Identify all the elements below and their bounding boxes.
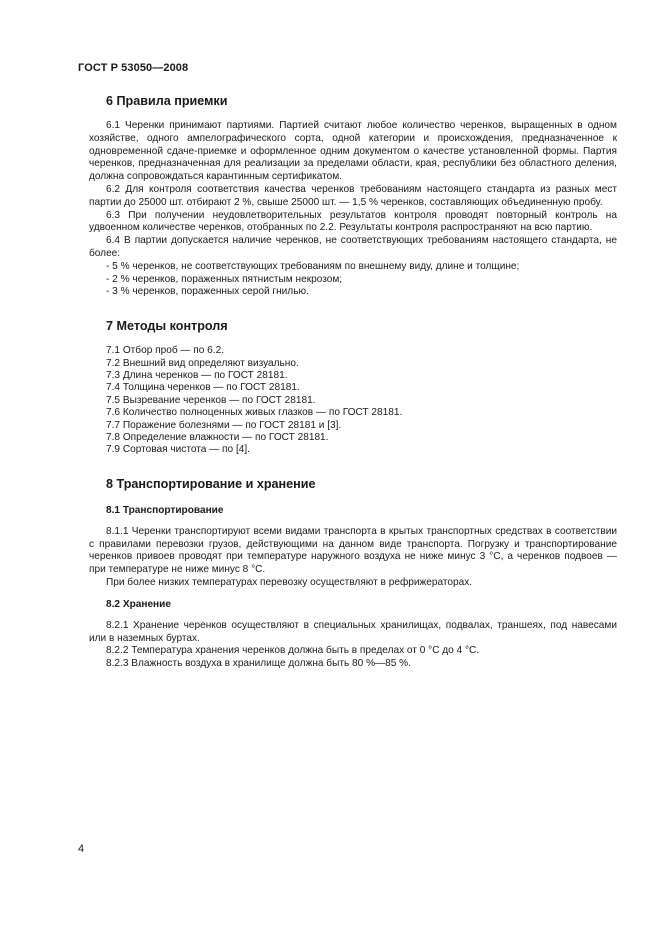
list-item: - 2 % черенков, пораженных пятнистым некрозом; xyxy=(106,273,343,285)
list-item: 7.5 Вызревание черенков — по ГОСТ 28181. xyxy=(106,394,316,406)
list-item: 7.4 Толщина черенков — по ГОСТ 28181. xyxy=(106,382,300,394)
section-8-title: 8 Транспортирование и хранение xyxy=(106,476,316,491)
document-body xyxy=(89,93,617,671)
paragraph-6-2: 6.2 Для контроля соответствия качества черенков требованиям настоящего стандарта из разных мест партии до 25000 шт. отбирают 2 %, свыше 25000 шт. — 1,5 % черенков, составляющих объединенную пробу. xyxy=(89,183,617,208)
paragraph-8-2-2: 8.2.2 Температура хранения черенков должна быть в пределах от 0 °С до 4 °С. xyxy=(106,645,480,657)
list-item: 7.7 Поражение болезнями — по ГОСТ 28181 и [3]. xyxy=(106,419,342,431)
list-item: 7.9 Сортовая чистота — по [4]. xyxy=(106,444,250,456)
page-number: 4 xyxy=(78,843,85,855)
paragraph-6-1: 6.1 Черенки принимают партиями. Партией считают любое количество черенков, выращенных в одном хозяйстве, одного ампелографического сорта, одной категории и происхождения, предназначенное к одновременной сдаче-приемке и оформленное одним документом о качестве установленной формы. Партия черенков, предназначенная для реализации за пределами области, края, республики без областного деления, должна сопровождаться карантинным сертификатом. xyxy=(89,120,617,183)
list-item: - 3 % черенков, пораженных серой гнилью. xyxy=(106,286,309,298)
paragraph-8-2-3: 8.2.3 Влажность воздуха в хранилище должна быть 80 %—85 %. xyxy=(106,658,411,670)
paragraph-6-3: 6.3 При получении неудовлетворительных результатов контроля проводят повторный контроль на удвоенном количестве черенков, отобранных по 2.2. Результаты контроля распространяют на всю партию. xyxy=(89,209,617,234)
subsection-8-1-title: 8.1 Транспортирование xyxy=(106,504,224,516)
list-item: 7.1 Отбор проб — по 6.2. xyxy=(106,345,225,357)
paragraph-8-2-1: 8.2.1 Хранение черенков осуществляют в специальных хранилищах, подвалах, траншеях, под навесами или в наземных буртах. xyxy=(89,619,617,644)
paragraph-8-1-note: При более низких температурах перевозку осуществляют в рефрижераторах. xyxy=(106,577,473,588)
list-item: 7.3 Длина черенков — по ГОСТ 28181. xyxy=(106,369,288,381)
list-item: - 5 % черенков, не соответствующих требованиям по внешнему виду, длине и толщине; xyxy=(106,260,520,272)
list-item: 7.2 Внешний вид определяют визуально. xyxy=(106,357,299,369)
section-7-title: 7 Методы контроля xyxy=(106,319,228,334)
standard-header: ГОСТ Р 53050—2008 xyxy=(78,62,189,74)
paragraph-8-1-1: 8.1.1 Черенки транспортируют всеми видами транспорта в крытых транспортных средствах в соответствии с правилами перевозки грузов, действующими на данном виде транспорта. Погрузку и транспортирование черенков привоев проводят при температуре наружного воздуха не ниже минус 3 °С, а черенков подвоев — при температуре не ниже минус 8 °С. xyxy=(89,525,617,576)
section-6-title: 6 Правила приемки xyxy=(106,94,228,108)
subsection-8-2-title: 8.2 Хранение xyxy=(106,598,171,610)
list-item: 7.8 Определение влажности — по ГОСТ 28181. xyxy=(106,432,329,443)
paragraph-6-4: 6.4 В партии допускается наличие черенков, не соответствующих требованиям настоящего стандарта, не более: xyxy=(89,235,617,259)
list-item: 7.6 Количество полноценных живых глазков — по ГОСТ 28181. xyxy=(106,407,403,419)
